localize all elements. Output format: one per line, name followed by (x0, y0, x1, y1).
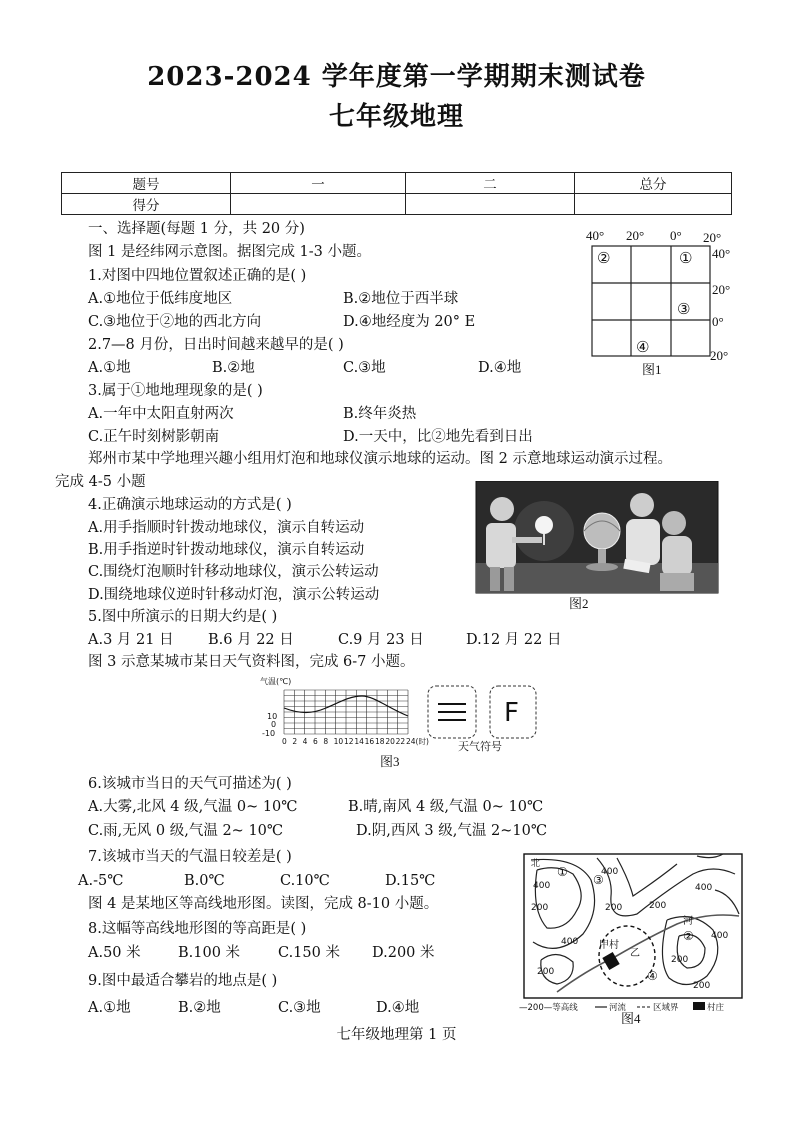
q4-option-b: B.用手指逆时针拨动地球仪，演示自转运动 (88, 542, 365, 558)
score-row-label: 得分 (62, 194, 231, 215)
figure-4-contour-map (517, 850, 749, 1024)
q2-option-c: C.③地 (343, 360, 386, 376)
score-table-header-row (62, 173, 732, 194)
fig4-contour-label: 200 (649, 901, 667, 911)
figure-2-illustration (474, 481, 720, 611)
fig4-river-label: 河 (683, 916, 693, 927)
fig4-contour-label: 400 (711, 931, 729, 941)
fig3-symbol-text: F (504, 698, 519, 728)
q3-option-a: A.一年中太阳直射两次 (88, 406, 234, 422)
fig1-mark-1: ① (679, 249, 693, 267)
fig4-mark-1: ① (557, 865, 568, 879)
fig3-ytick: 0 (271, 720, 277, 729)
q8-option-c: C.150 米 (278, 945, 340, 961)
fig1-top-label: 40° (586, 228, 605, 243)
fig4-mark-3: ③ (593, 873, 604, 887)
fig3-ytick: 10 (267, 712, 278, 721)
figure-1-graticule (584, 222, 744, 378)
q2-option-d: D.④地 (478, 360, 522, 376)
fig4-legend-boundary: 区域界 (653, 1003, 679, 1013)
score-col-2: 二 (406, 173, 575, 194)
q5-option-d: D.12 月 22 日 (466, 632, 562, 648)
exam-subtitle: 七年级地理 (328, 102, 464, 132)
fig4-village: 甲村 (599, 940, 619, 951)
intro-fig3: 图 3 示意某城市某日天气资料图，完成 6-7 小题。 (88, 654, 415, 670)
fig1-caption: 图1 (642, 362, 662, 377)
fig4-contour-label: 400 (561, 937, 579, 947)
score-col-label: 题号 (62, 173, 231, 194)
score-cell[interactable] (231, 194, 406, 215)
q3-option-c: C.正午时刻树影朝南 (88, 429, 220, 445)
fig4-contour-label: 200 (693, 981, 711, 991)
q2-stem: 2.7—8 月份，日出时间越来越早的是( ) (88, 337, 344, 353)
fig3-xtick: 8 (323, 737, 329, 746)
score-col-1: 一 (231, 173, 406, 194)
score-table (61, 172, 732, 215)
fig3-xtick: 18 (375, 737, 385, 746)
fig3-xtick: 24(时) (406, 737, 429, 746)
score-cell[interactable] (406, 194, 575, 215)
fig4-legend-contour: —200—等高线 (519, 1003, 578, 1013)
fig3-symbol-label: 天气符号 (458, 740, 502, 753)
fig3-xtick: 20 (385, 737, 395, 746)
globe-icon (584, 513, 620, 549)
fig4-contour-label: 200 (537, 967, 555, 977)
fig1-mark-4: ④ (636, 338, 650, 356)
q1-option-d: D.④地经度为 20° E (343, 314, 476, 330)
q4-option-c: C.围绕灯泡顺时针移动地球仪，演示公转运动 (88, 564, 379, 580)
fig1-right-label: 20° (710, 348, 729, 363)
q6-option-d: D.阴,西风 3 级,气温 2~10℃ (356, 823, 548, 839)
q1-stem: 1.对图中四地位置叙述正确的是( ) (88, 268, 307, 284)
q7-option-b: B.0℃ (184, 873, 225, 889)
fig3-xtick: 10 (333, 737, 344, 746)
q7-stem: 7.该城市当天的气温日较差是( ) (88, 849, 292, 865)
q1-option-c: C.③地位于②地的西北方向 (88, 314, 262, 330)
fig4-contour-label: 200 (531, 903, 549, 913)
figure-3-weather (248, 674, 538, 770)
q7-option-d: D.15℃ (385, 873, 436, 889)
q1-option-b: B.②地位于西半球 (343, 291, 459, 307)
q8-option-a: A.50 米 (88, 945, 141, 961)
fig3-xtick: 16 (364, 737, 375, 746)
fig1-top-label: 20° (703, 230, 722, 245)
q9-option-c: C.③地 (278, 1000, 321, 1016)
q6-option-b: B.晴,南风 4 级,气温 0~ 10℃ (348, 799, 544, 815)
q9-stem: 9.图中最适合攀岩的地点是( ) (88, 973, 278, 989)
q1-option-a: A.①地位于低纬度地区 (88, 291, 233, 307)
intro-fig1: 图 1 是经纬网示意图。据图完成 1-3 小题。 (88, 244, 372, 260)
q5-option-a: A.3 月 21 日 (88, 632, 174, 648)
lightbulb-icon (535, 516, 553, 534)
page-footer: 七年级地理第 1 页 (336, 1027, 457, 1043)
q5-stem: 5.图中所演示的日期大约是( ) (88, 609, 278, 625)
q5-option-b: B.6 月 22 日 (208, 632, 294, 648)
q3-stem: 3.属于①地地理现象的是( ) (88, 383, 263, 399)
fig3-caption: 图3 (380, 754, 400, 769)
fig4-contour-label: 400 (601, 867, 619, 877)
fig3-xtick: 22 (395, 737, 406, 746)
fig4-point-yi: 乙 (630, 948, 640, 959)
q6-option-c: C.雨,无风 0 级,气温 2~ 10℃ (88, 823, 284, 839)
q3-option-b: B.终年炎热 (343, 406, 417, 422)
fig3-ylabel: 气温(℃) (260, 677, 292, 686)
q7-option-c: C.10℃ (280, 873, 330, 889)
fig4-legend-river: 河流 (609, 1003, 627, 1013)
q5-option-c: C.9 月 23 日 (338, 632, 424, 648)
q8-option-d: D.200 米 (372, 945, 435, 961)
fig4-legend-village: 村庄 (707, 1003, 725, 1013)
fig3-xtick: 14 (354, 737, 364, 746)
fig1-right-label: 40° (712, 246, 731, 261)
fig3-xtick: 6 (313, 737, 318, 746)
score-table-row (62, 194, 732, 215)
fig3-xtick: 2 (292, 737, 298, 746)
exam-title: 2023-2024 学年度第一学期期末测试卷 (147, 62, 646, 92)
fig4-contour-label: 400 (533, 881, 551, 891)
intro-fig4: 图 4 是某地区等高线地形图。读图，完成 8-10 小题。 (88, 896, 439, 912)
intro-fig2-line2: 完成 4-5 小题 (55, 474, 146, 490)
q9-option-a: A.①地 (88, 1000, 131, 1016)
q4-stem: 4.正确演示地球运动的方式是( ) (88, 497, 292, 513)
fig4-north: 北 (531, 859, 541, 869)
section-heading: 一、选择题(每题 1 分，共 20 分) (88, 221, 305, 237)
fig3-xtick: 0 (282, 737, 287, 746)
q9-option-b: B.②地 (178, 1000, 221, 1016)
fig4-contour-label: 200 (605, 903, 623, 913)
q7-option-a: A.-5℃ (78, 873, 124, 889)
q2-option-a: A.①地 (88, 360, 131, 376)
fig1-right-label: 0° (712, 314, 724, 329)
fig3-xtick: 12 (344, 737, 354, 746)
fig1-top-label: 0° (670, 228, 682, 243)
q3-option-d: D.一天中，比②地先看到日出 (343, 429, 533, 445)
q4-option-d: D.围绕地球仪逆时针移动灯泡，演示公转运动 (88, 587, 380, 603)
fig1-right-label: 20° (712, 282, 731, 297)
fig1-mark-2: ② (597, 249, 611, 267)
q4-option-a: A.用手指顺时针拨动地球仪，演示自转运动 (88, 520, 365, 536)
fig1-top-label: 20° (626, 228, 645, 243)
q2-option-b: B.②地 (212, 360, 255, 376)
fig4-contour-label: 200 (671, 955, 689, 965)
fig4-contour-label: 400 (695, 883, 713, 893)
fig1-mark-3: ③ (677, 300, 691, 318)
q8-stem: 8.这幅等高线地形图的等高距是( ) (88, 921, 307, 937)
fig4-mark-2: ② (683, 929, 694, 943)
q8-option-b: B.100 米 (178, 945, 241, 961)
score-cell[interactable] (575, 194, 732, 215)
fig2-caption: 图2 (569, 596, 589, 611)
q6-option-a: A.大雾,北风 4 级,气温 0~ 10℃ (88, 799, 298, 815)
fig3-ytick: -10 (262, 729, 276, 738)
fig4-caption: 图4 (621, 1011, 641, 1024)
intro-fig2-line1: 郑州市某中学地理兴趣小组用灯泡和地球仪演示地球的运动。图 2 示意地球运动演示过程。 (88, 451, 672, 467)
q9-option-d: D.④地 (376, 1000, 420, 1016)
fig4-mark-4: ④ (647, 969, 658, 983)
fig3-xtick: 4 (302, 737, 308, 746)
score-col-total: 总分 (575, 173, 732, 194)
q6-stem: 6.该城市当日的天气可描述为( ) (88, 776, 292, 792)
